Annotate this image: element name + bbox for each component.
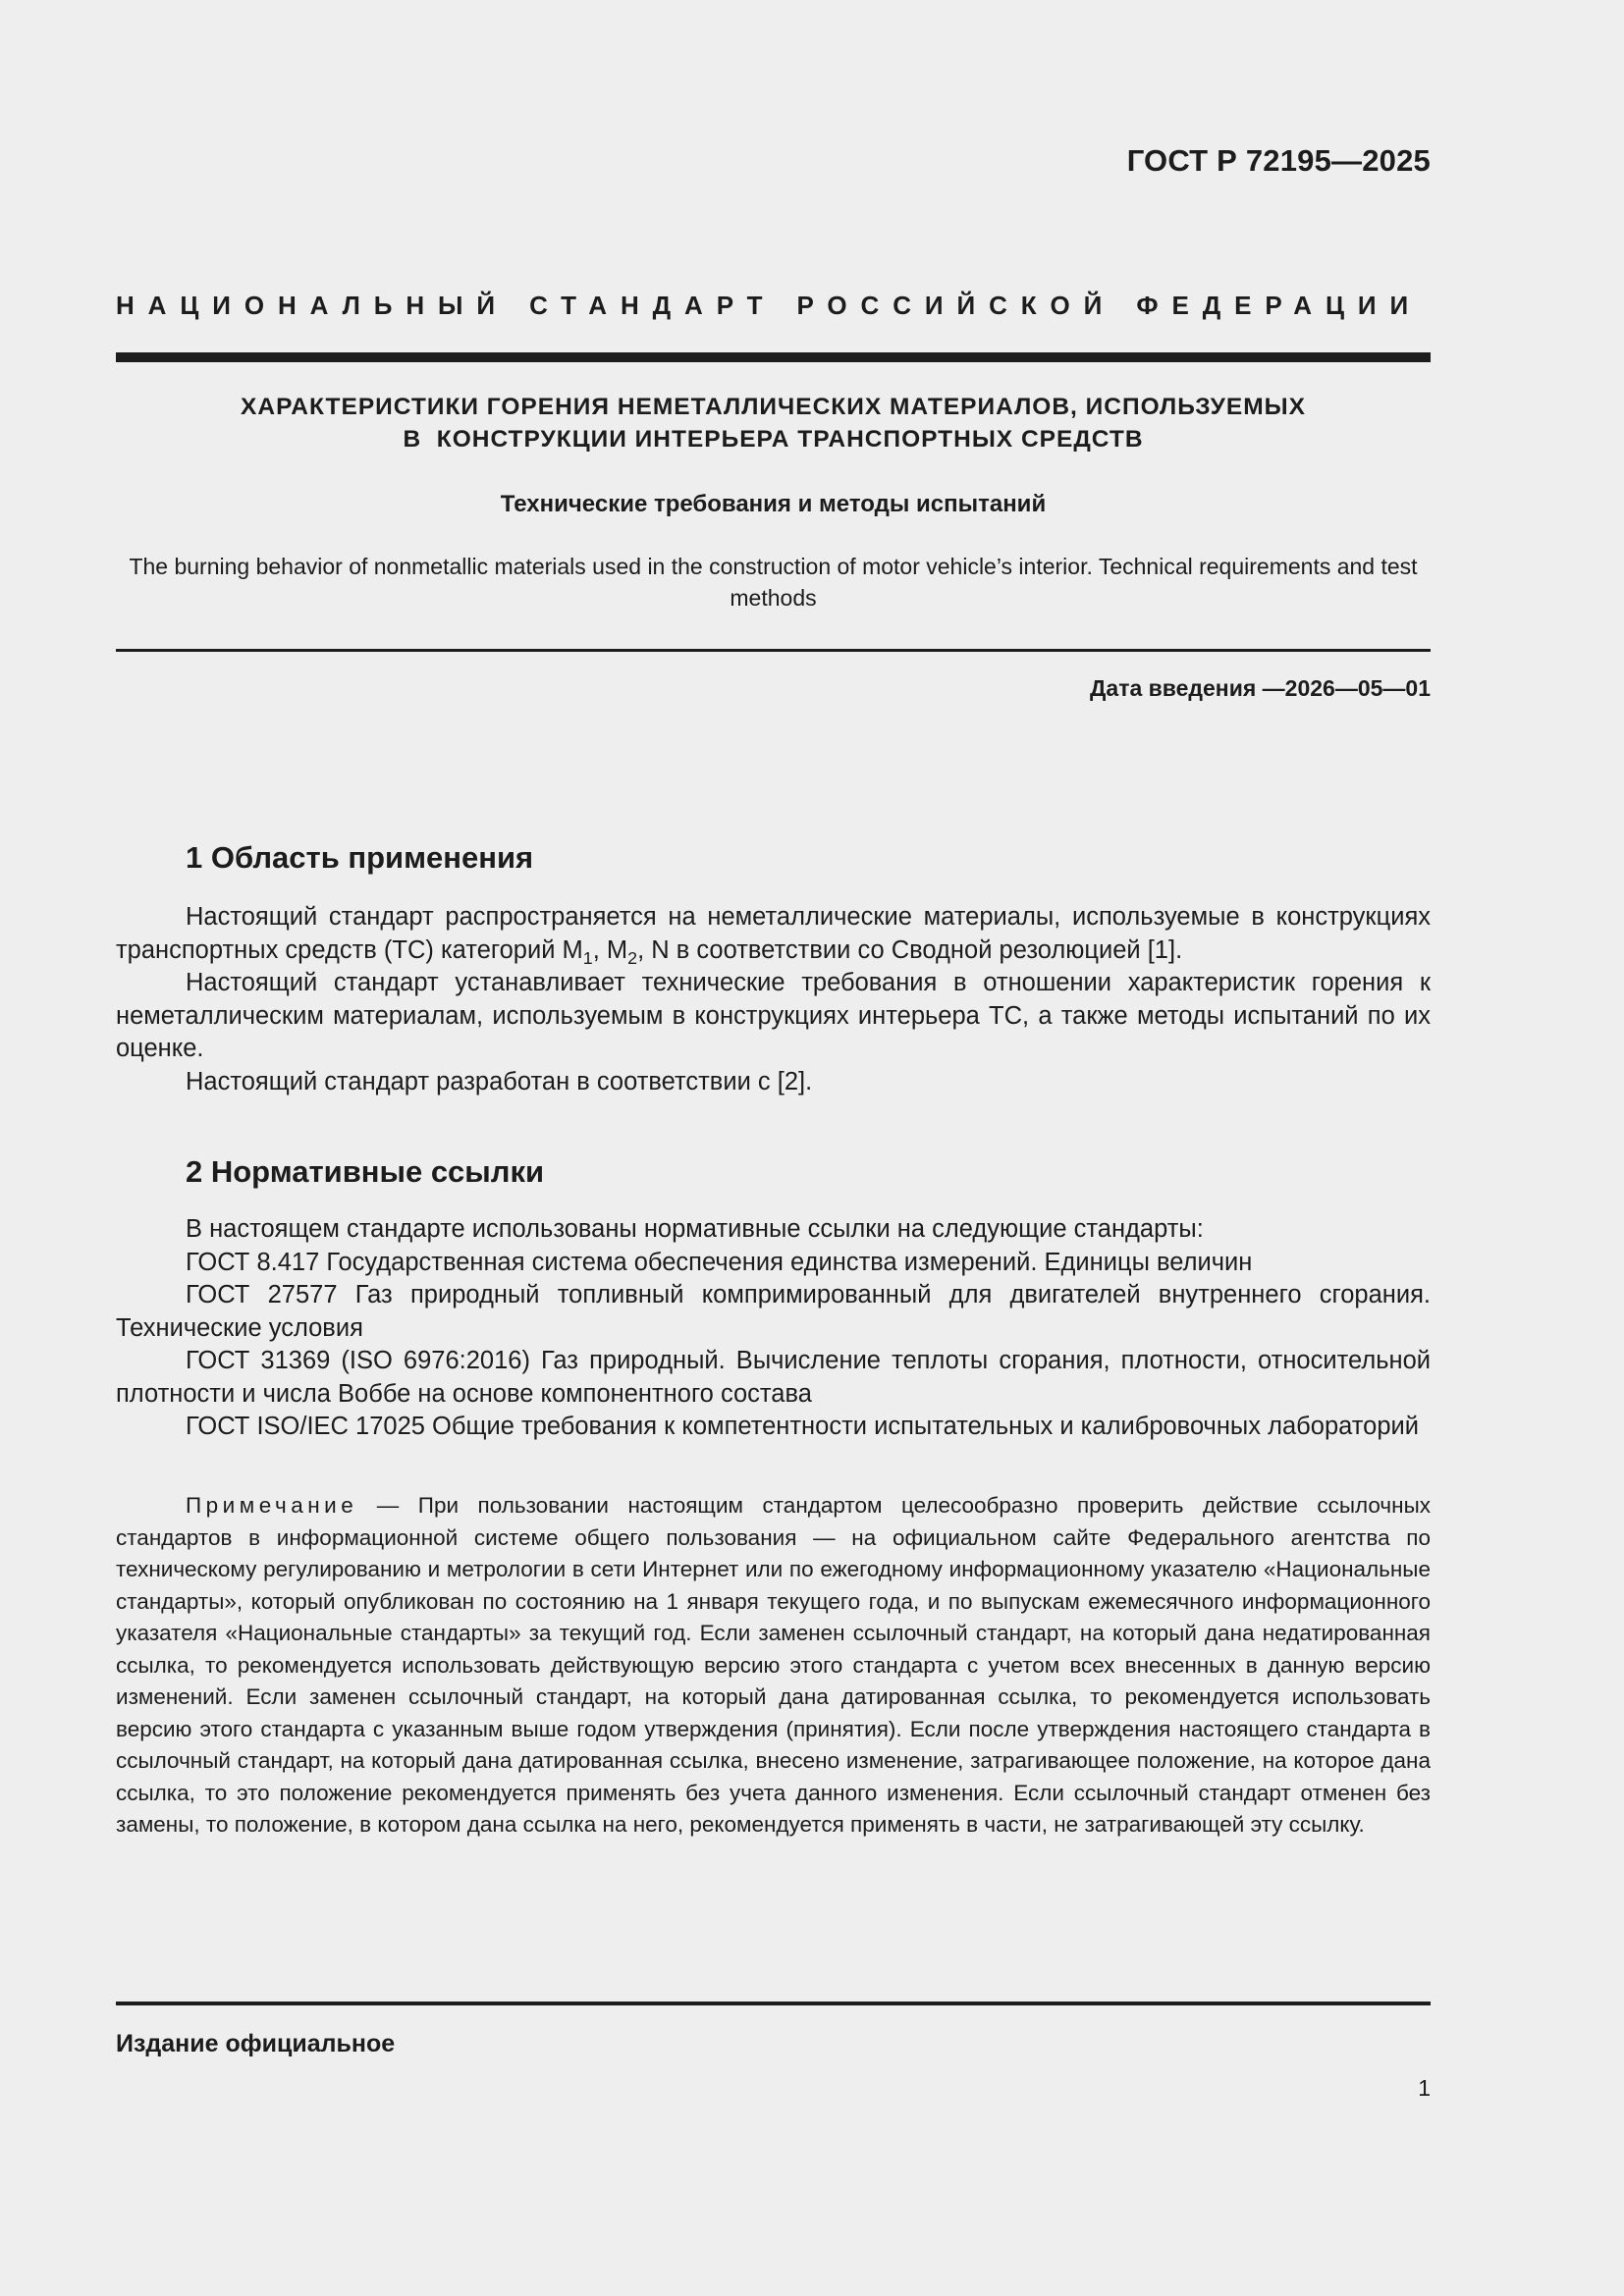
document-subtitle: Технические требования и методы испытаний	[500, 491, 1047, 517]
section-heading-normative-references: 2 Нормативные ссылки	[186, 1154, 545, 1189]
reference-item: ГОСТ 27577 Газ природный топливный компримированный для двигателей внутреннего сгорания. Технические условия	[116, 1281, 1431, 1342]
scope-paragraph-1	[116, 901, 1431, 967]
subscript-1: 1	[582, 947, 593, 968]
title-line-2: В КОНСТРУКЦИИ ИНТЕРЬЕРА ТРАНСПОРТНЫХ СРЕДСТВ	[403, 426, 1144, 453]
references-section-body	[116, 1213, 1431, 1444]
reference-item: ГОСТ ISO/IEC 17025 Общие требования к компетентности испытательных и калибровочных лабораторий	[186, 1413, 1419, 1440]
scope-paragraph-3: Настоящий стандарт разработан в соответствии с [2].	[186, 1067, 813, 1095]
note-text: — При пользовании настоящим стандартом целесообразно проверить действие ссылочных стандартов в информационной системе общего пользования — на официальном сайте Федерального агентства по техническому регулированию и метрологии в сети Интернет или по ежегодному информационному указателю «Национальные стандарты», который опубликован по состоянию на 1 января текущего года, и по выпускам ежемесячного информационного указателя «Национальные стандарты» за текущий год. Если заменен ссылочный стандарт, на который дана недатированная ссылка, то рекомендуется использовать действующую версию этого стандарта с учетом всех внесенных в данную версию изменений. Если заменен ссылочный стандарт, на который дана датированная ссылка, то рекомендуется использовать версию этого стандарта с указанным выше годом утверждения (принятия). Если после утверждения настоящего стандарта в ссылочный стандарт, на который дана датированная ссылка, внесено изменение, затрагивающее положение, на которое дана ссылка, то это положение рекомендуется применять без учета данного изменения. Если ссылочный стандарт отменен без замены, то положение, в котором дана ссылка на него, рекомендуется применять в части, не затрагивающей эту ссылку.	[116, 1493, 1431, 1837]
scope-section-body	[116, 901, 1431, 1098]
scope-p1-text-c: , N в соответствии со Сводной резолюцией [1].	[637, 935, 1183, 964]
document-title	[116, 391, 1431, 455]
scope-p1-text-b: , M	[592, 935, 628, 964]
standard-designation: ГОСТ Р 72195—2025	[1126, 143, 1431, 178]
thick-divider	[116, 352, 1431, 362]
official-edition-label: Издание официальное	[116, 2030, 396, 2057]
section-heading-scope: 1 Область применения	[186, 840, 534, 875]
scope-p1-text-a: Настоящий стандарт распространяется на неметаллические материалы, используемые в конструкциях транспортных средств (ТС) категорий M	[116, 903, 1431, 964]
introduction-date: Дата введения —2026—05—01	[1090, 675, 1431, 701]
english-title: The burning behavior of nonmetallic materials used in the construction of motor vehicle’s interior. Technical requirements and test methods	[129, 554, 1418, 611]
title-line-1: ХАРАКТЕРИСТИКИ ГОРЕНИЯ НЕМЕТАЛЛИЧЕСКИХ МАТЕРИАЛОВ, ИСПОЛЬЗУЕМЫХ	[241, 394, 1306, 420]
scope-paragraph-2: Настоящий стандарт устанавливает технические требования в отношении характеристик горения к неметаллическим материалам, используемым в конструкциях интерьера ТС, а также методы испытаний по их оценке.	[116, 969, 1431, 1062]
note-paragraph	[116, 1490, 1431, 1842]
subscript-2: 2	[627, 947, 638, 968]
reference-item: ГОСТ 8.417 Государственная система обеспечения единства измерений. Единицы величин	[186, 1248, 1253, 1276]
reference-item: ГОСТ 31369 (ISO 6976:2016) Газ природный. Вычисление теплоты сгорания, плотности, относительной плотности и числа Воббе на основе компонентного состава	[116, 1347, 1431, 1408]
references-intro: В настоящем стандарте использованы нормативные ссылки на следующие стандарты:	[186, 1215, 1204, 1243]
footer-divider	[116, 2002, 1431, 2005]
note-label: Примечание	[186, 1493, 358, 1518]
page-number: 1	[1418, 2075, 1431, 2101]
document-page	[116, 0, 1431, 2296]
thin-divider	[116, 649, 1431, 652]
national-standard-heading: НАЦИОНАЛЬНЫЙ СТАНДАРТ РОССИЙСКОЙ ФЕДЕРАЦИИ	[116, 291, 1423, 320]
